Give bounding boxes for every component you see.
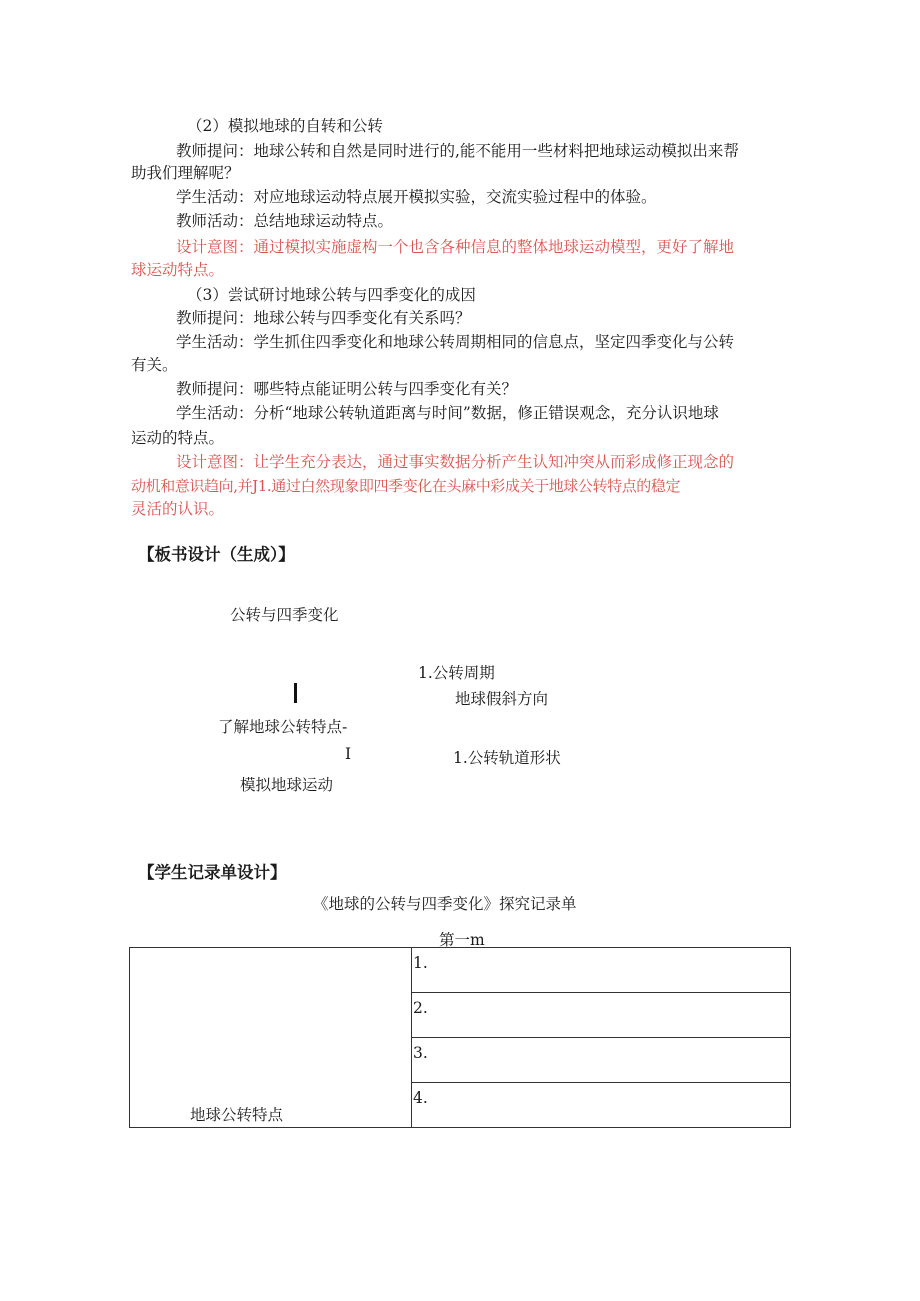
record-entry-cell[interactable]: 2. (412, 993, 791, 1038)
text-line: 助我们理解呢？ (131, 164, 240, 182)
design-intent-text: 球运动特点。 (131, 261, 225, 279)
design-intent-text: 动机和意识趋向,并J1.通过白然现象即四季变化在头麻中彩成关于地球公转特点的稳定 (131, 477, 681, 495)
design-intent-text: 设计意图：让学生充分表达，通过事实数据分析产生认知冲突从而彩成修正现念的 (176, 453, 735, 471)
board-main-topic: 了解地球公转特点- (218, 718, 348, 736)
subsection-3-heading: （3）尝试研讨地球公转与四季变化的成因 (187, 286, 476, 304)
record-table (129, 947, 791, 1128)
text-line: 教师提问：地球公转与四季变化有关系吗？ (176, 309, 471, 327)
board-item-revolution-period: 1.公转周期 (418, 664, 495, 682)
design-intent-text: 设计意图：通过模拟实施虚构一个也含各种信息的整体地球运动模型，更好了解地 (176, 238, 735, 256)
subsection-2-heading: （2）模拟地球的自转和公转 (187, 117, 383, 135)
text-line: 有关。 (131, 356, 178, 374)
text-line: 教师活动：总结地球运动特点。 (176, 212, 394, 230)
record-sheet-title: 《地球的公转与四季变化》探究记录单 (313, 895, 577, 913)
record-entry-cell[interactable]: 4. (412, 1083, 791, 1128)
text-line: 运动的特点。 (131, 429, 225, 447)
record-sheet-subtitle: 第一m (439, 931, 485, 949)
board-design-heading: 【板书设计（生成）】 (138, 545, 295, 564)
text-line: 学生活动：对应地球运动特点展开模拟实验，交流实验过程中的体验。 (176, 188, 657, 206)
board-title: 公转与四季变化 (230, 606, 339, 624)
board-item-tilt-direction: 地球假斜方向 (455, 690, 549, 708)
board-item-orbit-shape: 1.公转轨道形状 (453, 749, 561, 767)
text-line: 教师提问：哪些特点能证明公转与四季变化有关？ (176, 380, 518, 398)
board-subtopic: 模拟地球运动 (240, 776, 334, 794)
row-label-cell: 地球公转特点 (130, 948, 412, 1128)
board-mark: I (345, 745, 352, 763)
board-bracket-mark (294, 683, 297, 703)
text-line: 学生活动：学生抓住四季变化和地球公转周期相同的信息点，坚定四季变化与公转 (176, 333, 735, 351)
record-entry-cell[interactable]: 1. (412, 948, 791, 993)
record-sheet-heading: 【学生记录单设计】 (138, 863, 287, 882)
design-intent-text: 灵活的认识。 (131, 500, 225, 518)
table-row (130, 948, 791, 993)
text-line: 教师提问：地球公转和自然是同时进行的,能不能用一些材料把地球运动模拟出来帮 (176, 142, 739, 160)
text-line: 学生活动：分析“地球公转轨道距离与时间”数据，修正错误观念，充分认识地球 (176, 404, 719, 422)
record-entry-cell[interactable]: 3. (412, 1038, 791, 1083)
